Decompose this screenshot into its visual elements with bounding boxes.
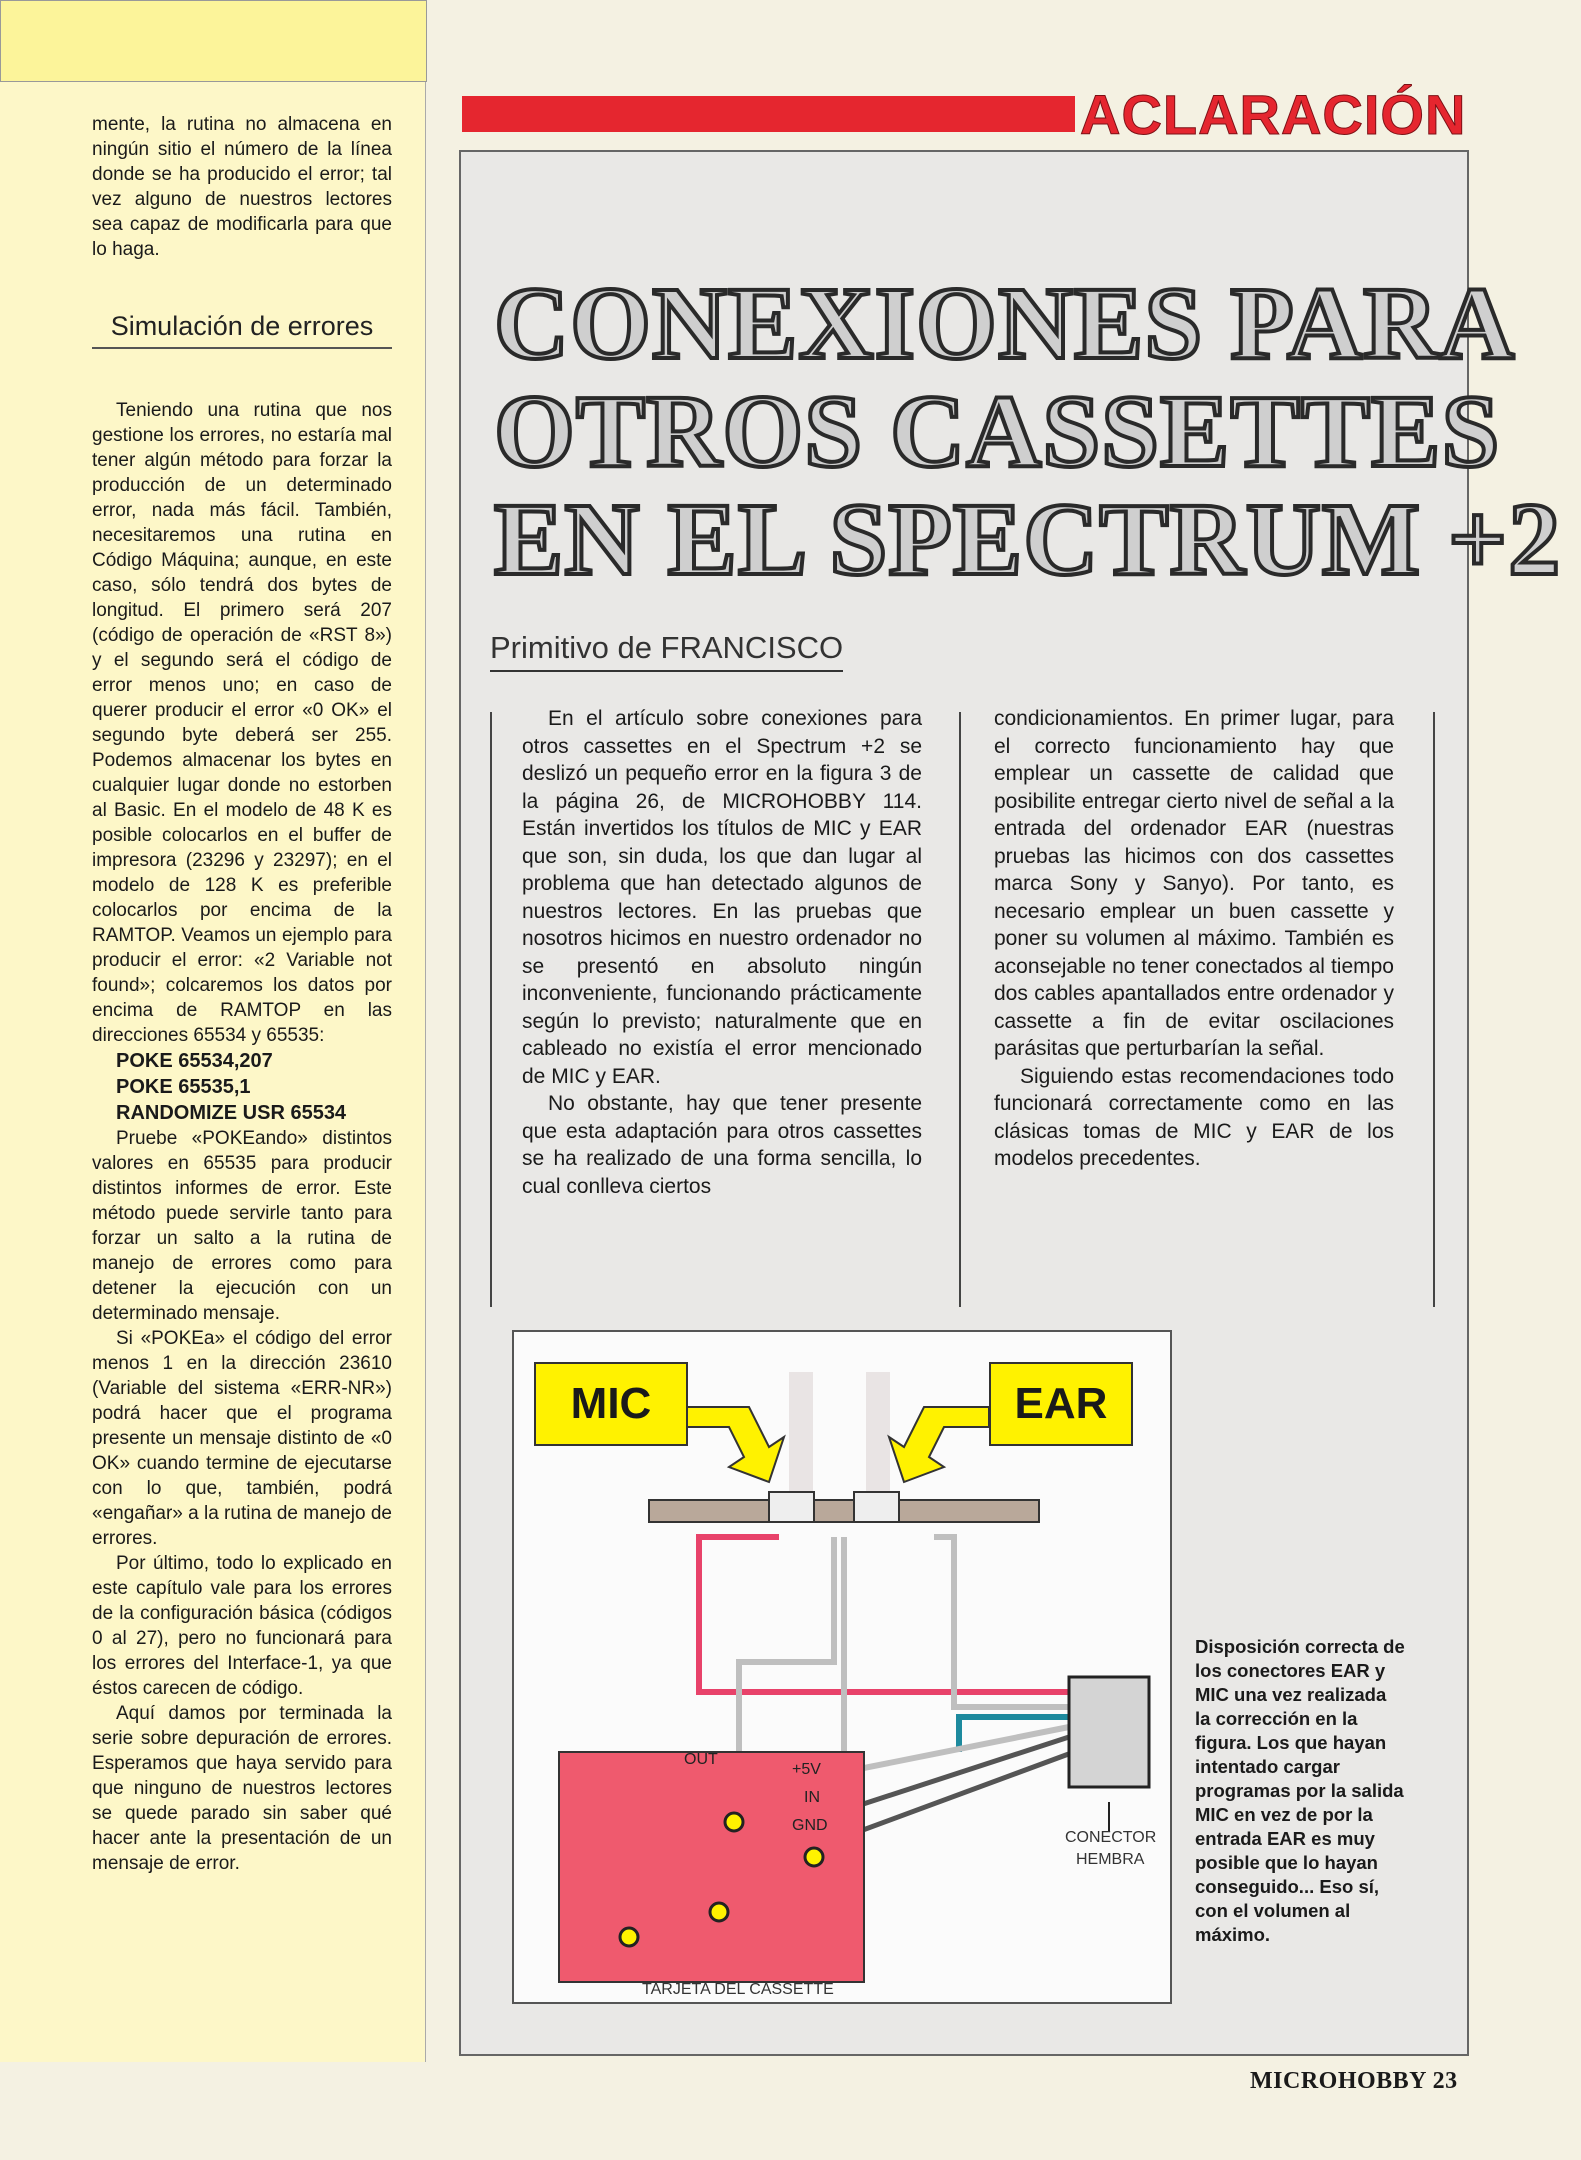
- body-paragraph: En el artículo sobre conexiones para otros cassettes en el Spectrum +2 se deslizó un pequeño error en la figura 3 de la página 26, de MICROHOBBY 114. Están invertidos los títulos de MIC y EAR que son, sin duda, los que dan lugar al problema que han detectado algunos de nuestros lectores. En las pruebas que nosotros hicimos en nuestro ordenador no se presentó en absoluto ningún inconveniente, funcionando prácticamente según lo previsto; naturalmente que en cableado no existía el error mencionado de MIC y EAR.: [522, 707, 922, 1088]
- section-banner: ACLARACIÓN: [1080, 83, 1467, 146]
- article-author: Primitivo de FRANCISCO: [490, 630, 843, 672]
- screw-icon: [805, 1848, 823, 1866]
- body-paragraph: condicionamientos. En primer lugar, para el correcto funcionamiento hay que emplear un cassette de calidad que posibilite entregar cierto nivel de señal a la entrada del ordenador EAR (nuestras pruebas las hicimos con dos cassettes marca Sony y Sanyo). Por tanto, es necesario emplear un buen cassette y poner su volumen al máximo. También es aconsejable no tener conectados al tiempo dos cables apantallados entre ordenador y cassette a fin de evitar oscilaciones parásitas que perturbarían la señal.: [994, 707, 1394, 1060]
- jack-socket: [854, 1492, 899, 1522]
- left-paragraph: Pruebe «POKEando» distintos valores en 65535 para producir distintos informes de error. Este método puede servirle tanto para forzar un salto a la rutina de manejo de errores como para detener la ejecución con un determinado mensaje.: [92, 1128, 392, 1324]
- screw-icon: [725, 1813, 743, 1831]
- board-label: TARJETA DEL CASSETTE: [642, 1981, 834, 1998]
- screw-icon: [620, 1928, 638, 1946]
- left-paragraph: Por último, todo lo explicado en este capítulo vale para los errores de la configuración básica (códigos 0 al 27), pero no funcionará para los errores del Interface-1, ya que éstos carecen de código.: [92, 1553, 392, 1699]
- mic-plug-icon: [789, 1372, 813, 1502]
- pin-label: OUT: [684, 1751, 718, 1768]
- left-paragraph: Si «POKEa» el código del error menos 1 en la dirección 23610 (Variable del sistema «ERR-NR») podrá hacer que el programa presente un mensaje distinto de «0 OK» cuando termine de ejecutarse con lo que, también, podrá «engañar» a la rutina de manejo de errores.: [92, 1328, 393, 1549]
- connector-label: CONECTOR: [1065, 1829, 1157, 1846]
- column-rule: [1433, 712, 1435, 1307]
- code-line: RANDOMIZE USR 65534: [116, 1102, 347, 1124]
- pin-label: IN: [804, 1789, 820, 1806]
- column-rule: [959, 712, 961, 1307]
- pink-wire: [699, 1537, 1069, 1692]
- female-connector-icon: [1069, 1677, 1149, 1787]
- code-line: POKE 65534,207: [116, 1050, 273, 1072]
- grey-wire: [934, 1537, 1069, 1707]
- left-body-text: [92, 398, 392, 1876]
- mic-arrow-icon: [684, 1407, 784, 1482]
- ear-plug-icon: [866, 1372, 890, 1502]
- previous-page-box: [0, 0, 427, 82]
- ear-label: EAR: [989, 1362, 1133, 1446]
- column-rule: [490, 712, 492, 1307]
- chassis-panel: [649, 1500, 1039, 1522]
- grey-wire: [739, 1537, 834, 1757]
- jack-socket: [769, 1492, 814, 1522]
- title-line: CONEXIONES PARA: [494, 266, 1516, 381]
- pin-label: GND: [792, 1817, 828, 1834]
- screw-icon: [710, 1903, 728, 1921]
- left-intro-text: mente, la rutina no almacena en ningún sitio el número de la línea donde se ha producido el error; tal vez alguno de nuestros lectores sea capaz de modificarla para que lo haga.: [92, 114, 392, 260]
- ear-arrow-icon: [889, 1407, 989, 1482]
- pin-label: +5V: [792, 1761, 821, 1778]
- section-heading: Simulación de errores: [92, 310, 392, 349]
- body-paragraph: Siguiendo estas recomendaciones todo funcionará correctamente como en las clásicas tomas de MIC y EAR de los modelos precedentes.: [994, 1064, 1394, 1170]
- code-line: POKE 65535,1: [116, 1076, 251, 1098]
- body-column-1: [522, 705, 922, 1200]
- section-red-bar: [462, 96, 1075, 132]
- body-column-2: [994, 705, 1394, 1173]
- article-title: [494, 266, 1562, 597]
- figure-caption: Disposición correcta de los conectores EAR y MIC una vez realizada la corrección en la figura. Los que hayan intentado cargar programas por la salida MIC en vez de por la entrada EAR es muy posible que lo hayan conseguido... Eso sí, con el volumen al máximo.: [1195, 1636, 1405, 1945]
- body-paragraph: No obstante, hay que tener presente que esta adaptación para otros cassettes se ha realizado de una forma sencilla, lo cual conlleva ciertos: [522, 1092, 922, 1198]
- title-line: OTROS CASSETTES: [494, 374, 1501, 489]
- left-paragraph: Teniendo una rutina que nos gestione los errores, no estaría mal tener algún método para forzar la producción de un determinado error, nada más fácil. También, necesitaremos una rutina en Código Máquina; aunque, en este caso, sólo tendrá dos bytes de longitud. El primero será 207 (código de operación de «RST 8») y el segundo será el código de error menos uno; en caso de querer producir el error «0 OK» el segundo byte deberá ser 255. Podemos almacenar los bytes en cualquier lugar donde no estorben al Basic. En el modelo de 48 K es posible colocarlos en el buffer de impresora (23296 y 23297); en el modelo de 128 K es preferible colocarlos por encima de la RAMTOP. Veamos un ejemplo para producir el error: «2 Variable not found»; colcaremos los datos por encima de RAMTOP en las direcciones 65534 y 65535:: [92, 400, 392, 1046]
- title-line: EN EL SPECTRUM +2: [494, 482, 1562, 597]
- cassette-board: [559, 1752, 864, 1982]
- connector-label: HEMBRA: [1076, 1851, 1145, 1868]
- left-paragraph: Aquí damos por terminada la serie sobre depuración de errores. Esperamos que haya servido para que ninguno de nuestros lectores se quede parado sin saber qué hacer ante la presentación de un mensaje de error.: [92, 1703, 392, 1874]
- mic-label: MIC: [534, 1362, 688, 1446]
- page-footer: MICROHOBBY 23: [1250, 2068, 1458, 2094]
- connection-diagram: [512, 1330, 1172, 2004]
